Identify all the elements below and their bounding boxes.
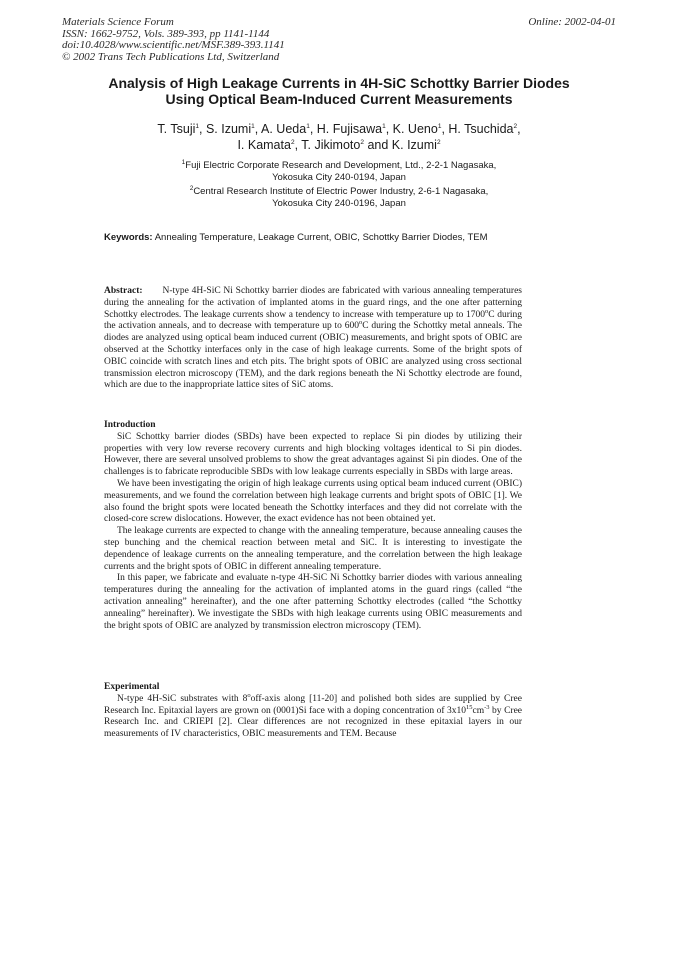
affiliation-mark: 1	[306, 122, 310, 130]
author-name: I. Kamata	[237, 137, 291, 152]
section-heading: Experimental	[104, 682, 160, 692]
author-name: A. Ueda	[261, 122, 307, 136]
affiliation-mark: 2	[436, 138, 441, 146]
experimental-section	[104, 682, 522, 741]
affiliation-mark: 2	[189, 184, 194, 192]
author-name: T. Jikimoto	[301, 137, 361, 152]
publication-info	[62, 17, 285, 63]
affiliation-1: $^1$Fuji Electric Corporate Research and Development, Ltd., 2-2-1 Nagasaka, Yokosuka City 240-0194, Japan	[181, 158, 497, 183]
affiliation-mark: 2	[360, 138, 364, 146]
keywords-label: Keywords:	[104, 232, 153, 243]
section-heading: Introduction	[104, 420, 156, 430]
keywords	[104, 232, 574, 244]
author-name: K. Izumi	[391, 137, 437, 152]
paragraph: We have been investigating the origin of high leakage currents using optical beam induced current (OBIC) measurements, and we found the correlation between high leakage currents and bright spots of OBIC [1]. We also found the bright spots were located beneath the Schottky interfaces and they did not correlate with the closed-core screw dislocations. However, the exact evidence has not been obtained yet.	[104, 478, 522, 525]
journal-name: Materials Science Forum	[62, 16, 174, 28]
author-line-2: I. Kamata$^2$, T. Jikimoto$^2$ and K. Izumi$^2$	[237, 137, 441, 152]
affiliation-mark: 2	[513, 122, 518, 130]
abstract: Abstract: N-type 4H-SiC Ni Schottky barrier diodes are fabricated with various annealing temperatures during the annealing for the activation of implanted atoms in the guard rings, and the one after patterning Schottky electrodes. The leakage currents show a tendency to increase with temperature up to 1700$^o$C during the activation anneals, and to decrease with temperature up to 600$^o$C during the Schottky metal anneals. The diodes are analyzed using optical beam induced current (OBIC) measurements, and bright spots of OBIC are observed at the Schottky interfaces only in the case of high leakage currents. Some of the bright spots of OBIC coincide with scratch lines and etch pits. The bright spots of OBIC are analyzed using cross sectional transmission electron microscopy (TEM), and the dark regions beneath the Ni Schottky electrode are found, which are due to the inappropriate lattice sites of SiC atoms.	[104, 286, 522, 391]
copyright-line: © 2002 Trans Tech Publications Ltd, Switzerland	[62, 50, 280, 63]
doi-line: doi:10.4028/www.scientific.net/MSF.389-393.1141	[62, 39, 285, 52]
affiliation-mark: 1	[382, 122, 386, 130]
online-date: Online: 2002-04-01	[528, 16, 616, 28]
author-line-1: T. Tsuji$^1$, S. Izumi$^1$, A. Ueda$^1$, H. Fujisawa$^1$, K. Ueno$^1$, H. Tsuchida$^2$,	[157, 122, 521, 136]
author-name: K. Ueno	[392, 122, 438, 136]
issn-line: ISSN: 1662-9752, Vols. 389-393, pp 1141-1144	[62, 27, 270, 40]
paragraph: N-type 4H-SiC substrates with 8$^o$off-axis along [11-20] and polished both sides are supplied by Cree Research Inc. Epitaxial layers are grown on (0001)Si face with a doping concentration of $3x10^{15}cm^{-3}$ by Cree Research Inc. and CRIEPI [2]. Clear differences are not recognized in these epitaxial layers in our measurements of IV characteristics, OBIC measurements and TEM. Because	[104, 691, 523, 740]
keywords-text: Annealing Temperature, Leakage Current, OBIC, Schottky Barrier Diodes, TEM	[154, 232, 488, 243]
paper-title	[0, 75, 678, 107]
title-line-2: Using Optical Beam-Induced Current Measurements	[165, 91, 513, 107]
author-name: H. Tsuchida	[448, 122, 514, 136]
affiliation-mark: 2	[290, 138, 295, 146]
affiliation-mark: 1	[251, 122, 255, 130]
title-line-1: Analysis of High Leakage Currents in 4H-SiC Schottky Barrier Diodes	[108, 75, 570, 91]
affiliation-2: $^2$Central Research Institute of Electric Power Industry, 2-6-1 Nagasaka, Yokosuka City 240-0196, Japan	[189, 184, 489, 209]
paragraph: The leakage currents are expected to change with the annealing temperature, because annealing causes the step bunching and the chemical reaction between metal and SiC. It is interesting to investigate the dependence of leakage currents on the annealing temperature, and the correlation between the high leakage currents and the bright spots of OBIC in different annealing temperature.	[104, 526, 522, 572]
author-name: H. Fujisawa	[316, 122, 383, 136]
affiliation-mark: 1	[437, 122, 442, 130]
affiliation-mark: 1	[195, 122, 200, 130]
author-name: T. Tsuji	[157, 122, 196, 136]
author-name: S. Izumi	[205, 122, 252, 136]
paragraph: SiC Schottky barrier diodes (SBDs) have been expected to replace Si pin diodes by utilizing their properties with very low reverse recovery currents and high blocking voltages identical to Si pin diodes. However, there are several unsolved problems to show the great advantages against Si pin diodes. One of the challenges is to fabricate reproducible SBDs with low leakage currents especially in SBDs with large areas.	[104, 431, 522, 478]
introduction-section	[104, 420, 522, 632]
abstract-label: Abstract:	[104, 286, 143, 296]
author-list	[0, 122, 678, 153]
paragraph: In this paper, we fabricate and evaluate n-type 4H-SiC Ni Schottky barrier diodes with various annealing temperatures during the annealing for the activation of implanted atoms in the guard rings (called “the activation annealing” hereinafter), and the one after patterning Schottky electrodes (called “the Schottky annealing” hereinafter). We investigate the SBDs with high leakage currents using OBIC measurements and the bright spots of OBIC are analyzed by transmission electron microscopy (TEM).	[104, 573, 522, 631]
affiliation-mark: 1	[181, 158, 186, 166]
